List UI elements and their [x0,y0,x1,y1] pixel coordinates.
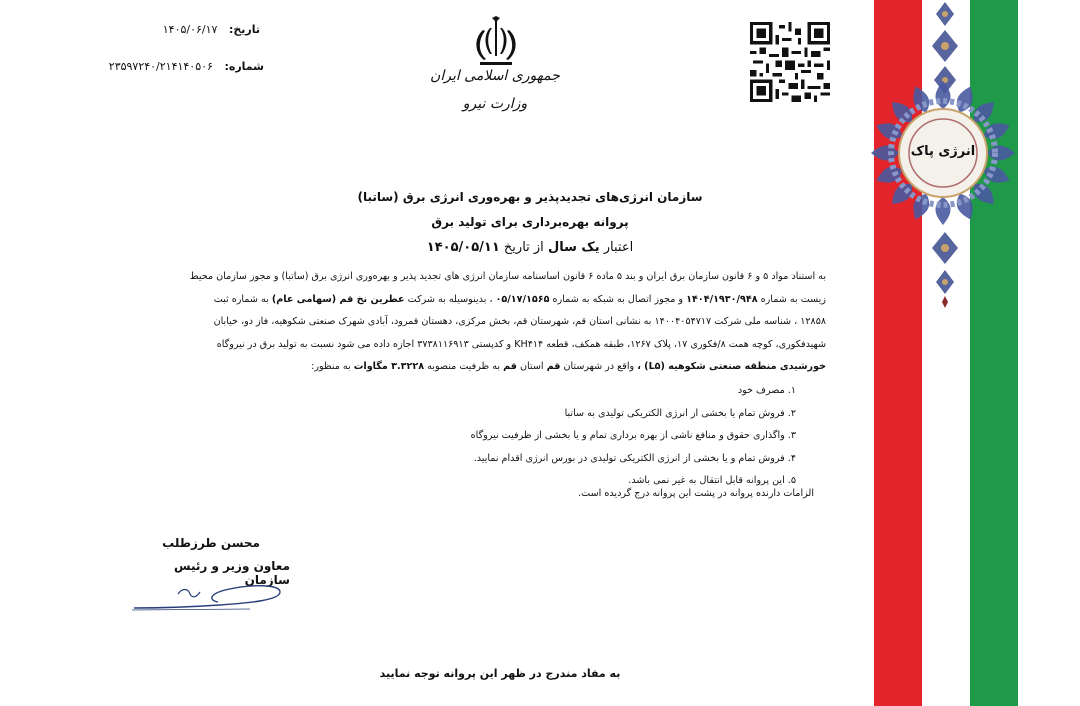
signer-title: معاون وزیر و رئیس سازمان [173,559,290,587]
license-title: پروانه بهره‌برداری برای تولید برق [431,215,629,229]
validity-prefix: اعتبار [603,240,634,255]
grid-connection-number: ۰۵/۱۷/۱۵۶۵ [495,293,550,305]
organization-title: سازمان انرژی‌های تجدیدپذیر و بهره‌وری انرژی برق (ساتبا) [357,190,703,204]
date-value: ۱۴۰۵/۰۶/۱۷ [162,23,218,36]
body-line-5: خورشیدی منطقه صنعتی شکوهیه (L۵) ، واقع در شهرستان قم استان قم به ظرفیت منصوبه ۳.۳۲۲۸ مگاوات به منظور: [311,361,826,372]
body-line-3: ۱۲۸۵۸ ، شناسه ملی شرکت ۱۴۰۰۴۰۵۴۷۱۷ به نشانی استان قم، شهرستان قم، بخش مرکزی، دهستان قمرود، آبادی شهرک صنعتی شکوهیه، فاز دو، خیابان [213,316,826,327]
purpose-list [420,380,796,493]
number-line [84,60,264,73]
footer-note: به مفاد مندرج در ظهر این پروانه توجه نمایید [379,667,621,680]
qr-code-icon [750,22,830,102]
iran-emblem-icon [466,16,526,68]
obligation-note: الزامات دارنده پروانه در پشت این پروانه درج گردیده است. [578,488,814,499]
list-item: ۵. این پروانه قابل انتقال به غیر نمی باشد. [628,475,796,486]
number-value: ۲۳۵۹۷۲۴۰/۲۱۴۱۴۰۵۰۶ [108,60,213,73]
number-label: شماره: [224,60,264,73]
seal-label: انرژی پاک [910,144,976,159]
ornament-bottom-icon [918,230,972,310]
body-line-2: زیست به شماره ۱۴۰۴/۱۹۳۰/۹۴۸ و مجوز اتصال به شبکه به شماره ۰۵/۱۷/۱۵۶۵ ، بدینوسیله به شرکت عطرین نخ قم (سهامی عام) به شماره ثبت [213,293,826,305]
country-name: جمهوری اسلامی ایران [430,68,560,84]
list-item: ۳. واگذاری حقوق و منافع ناشی از بهره برداری تمام و یا بخشی از ظرفیت نیروگاه [470,430,796,441]
body-line-4: شهیدفکوری، کوچه همت ۸/فکوری ۱۷، پلاک ۱۲۶۷، طبقه همکف، قطعه KH۴۱۴ و کدپستی ۳۷۳۸۱۱۶۹۱۳ اجازه داده می شود نسبت به تولید برق در نیروگاه [216,338,826,350]
body-line-1: به استناد مواد ۵ و ۶ قانون سازمان برق ایران و بند ۵ ماده ۶ قانون اساسنامه سازمان انرژی های تجدید پذیر و بهره‌وری انرژی برق (ساتبا) و مجوز سازمان محیط [189,271,826,282]
company-name: عطرین نخ قم (سهامی عام) [271,293,405,305]
date-line [140,23,260,36]
validity-date: ۱۴۰۵/۰۵/۱۱ [426,240,500,255]
ministry-name: وزارت نیرو [462,96,528,112]
environment-permit-number: ۱۴۰۴/۱۹۳۰/۹۴۸ [686,293,758,305]
handwritten-signature-icon [130,578,290,614]
city-name: قم [546,361,561,372]
province-name: قم [503,361,517,372]
validity-from: از تاریخ [503,240,544,255]
list-item: ۱. مصرف خود [737,385,796,396]
list-item: ۴. فروش تمام و یا بخشی از انرژی الکتریکی تولیدی در بورس انرژی اقدام نمایید. [473,452,796,464]
plant-name: خورشیدی منطقه صنعتی شکوهیه (L۵) ، [637,361,826,372]
license-body [120,266,826,379]
signer-name: محسن طرزطلب [162,536,260,550]
date-label: تاریخ: [228,23,260,36]
validity-period: یک سال [547,240,600,255]
validity-line [250,240,810,255]
list-item: ۲. فروش تمام یا بخشی از انرژی الکتریکی تولیدی به ساتبا [564,407,796,419]
plant-capacity: ۳.۳۲۲۸ مگاوات [353,361,425,372]
